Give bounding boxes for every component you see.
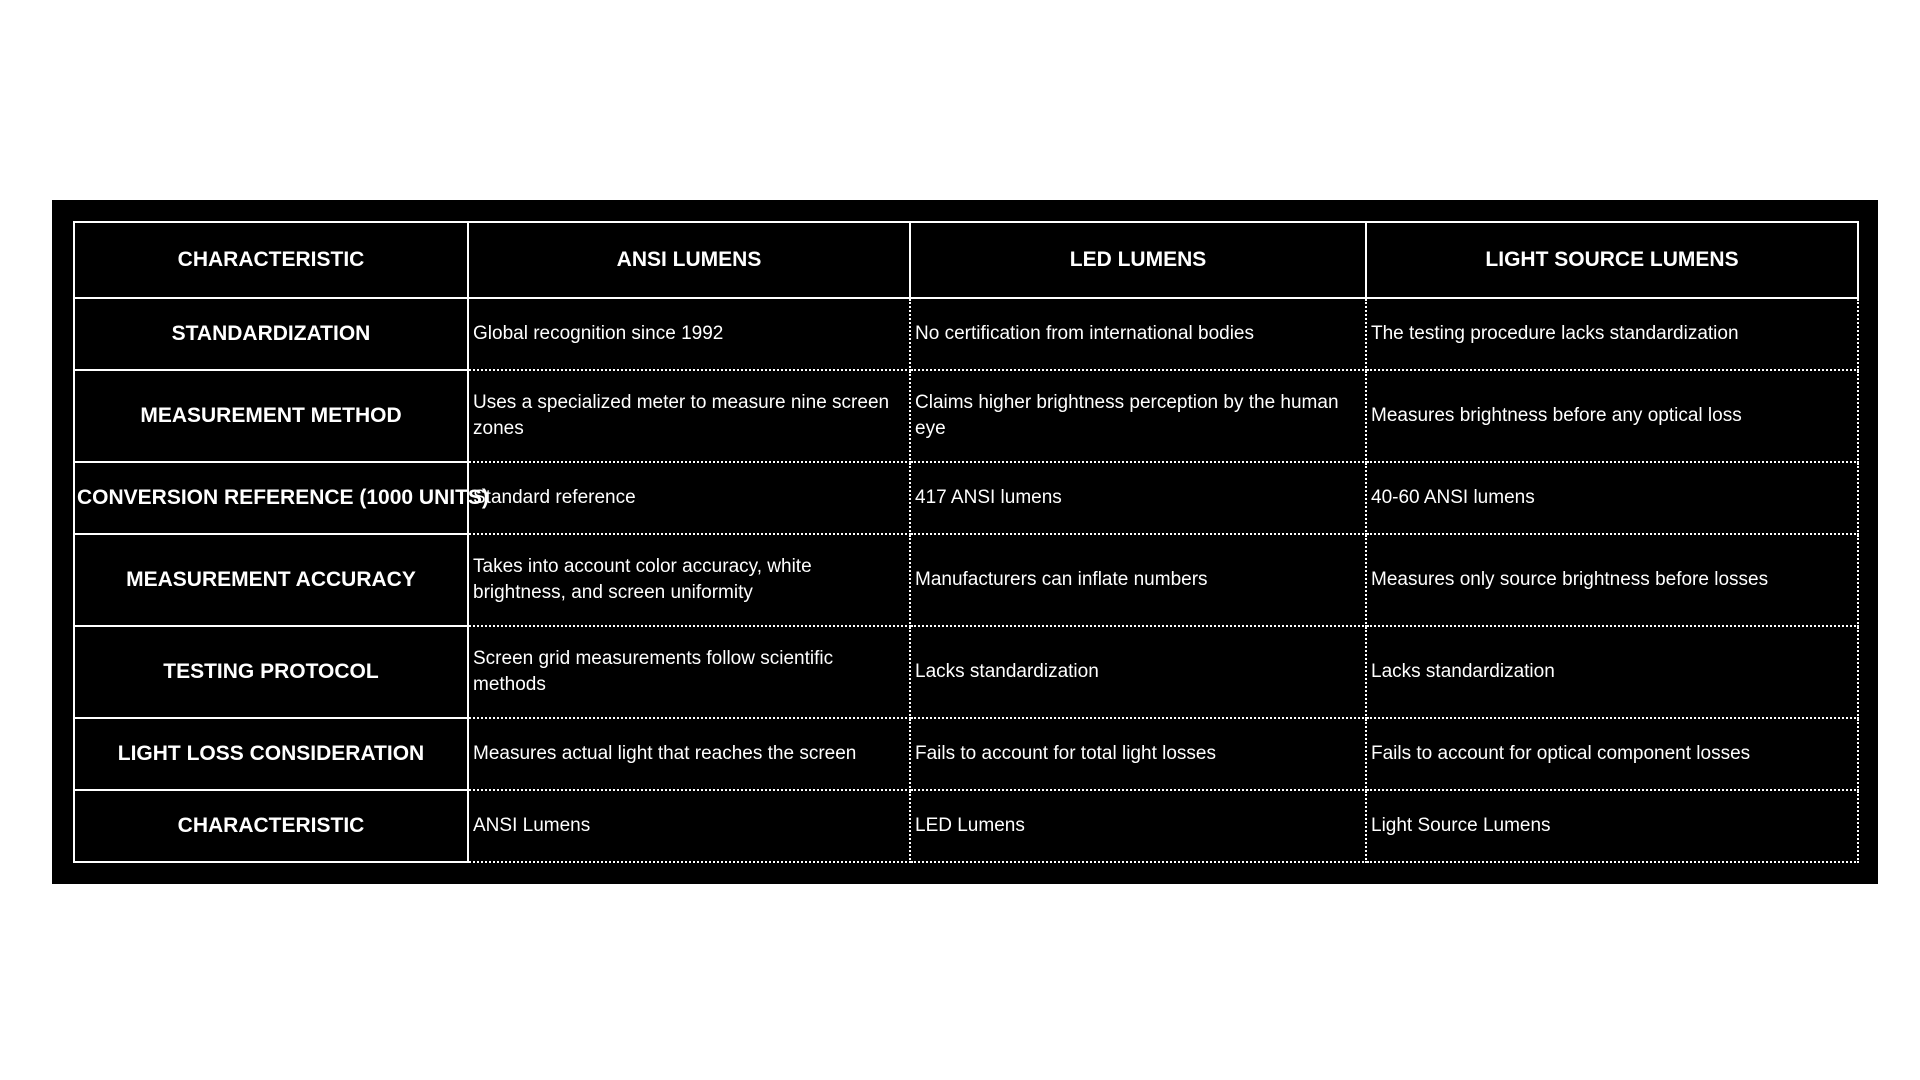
row-label: CONVERSION REFERENCE (1000 UNITS) xyxy=(74,462,468,534)
ansi-cell: Global recognition since 1992 xyxy=(468,298,910,370)
ansi-cell: Screen grid measurements follow scientific methods xyxy=(468,626,910,718)
light-source-cell: Measures brightness before any optical loss xyxy=(1366,370,1858,462)
light-source-cell: Measures only source brightness before losses xyxy=(1366,534,1858,626)
ansi-cell: Uses a specialized meter to measure nine screen zones xyxy=(468,370,910,462)
ansi-cell: Standard reference xyxy=(468,462,910,534)
table-header-row xyxy=(74,222,1858,298)
led-cell: Manufacturers can inflate numbers xyxy=(910,534,1366,626)
header-ansi-lumens: ANSI LUMENS xyxy=(468,222,910,298)
ansi-cell: Takes into account color accuracy, white brightness, and screen uniformity xyxy=(468,534,910,626)
led-cell: No certification from international bodies xyxy=(910,298,1366,370)
header-led-lumens: LED LUMENS xyxy=(910,222,1366,298)
led-cell: Lacks standardization xyxy=(910,626,1366,718)
light-source-cell: Lacks standardization xyxy=(1366,626,1858,718)
led-cell: 417 ANSI lumens xyxy=(910,462,1366,534)
row-label: TESTING PROTOCOL xyxy=(74,626,468,718)
row-label: LIGHT LOSS CONSIDERATION xyxy=(74,718,468,790)
table-row xyxy=(74,626,1858,718)
row-label: CHARACTERISTIC xyxy=(74,790,468,862)
led-cell: Fails to account for total light losses xyxy=(910,718,1366,790)
table-row xyxy=(74,462,1858,534)
header-light-source-lumens: LIGHT SOURCE LUMENS xyxy=(1366,222,1858,298)
table-row xyxy=(74,534,1858,626)
ansi-cell: ANSI Lumens xyxy=(468,790,910,862)
light-source-cell: Fails to account for optical component losses xyxy=(1366,718,1858,790)
table-row xyxy=(74,298,1858,370)
light-source-cell: 40-60 ANSI lumens xyxy=(1366,462,1858,534)
led-cell: Claims higher brightness perception by the human eye xyxy=(910,370,1366,462)
row-label: MEASUREMENT METHOD xyxy=(74,370,468,462)
ansi-cell: Measures actual light that reaches the screen xyxy=(468,718,910,790)
table-row xyxy=(74,370,1858,462)
lumens-comparison-table xyxy=(73,221,1859,863)
light-source-cell: Light Source Lumens xyxy=(1366,790,1858,862)
led-cell: LED Lumens xyxy=(910,790,1366,862)
row-label: STANDARDIZATION xyxy=(74,298,468,370)
table-row xyxy=(74,790,1858,862)
table-row xyxy=(74,718,1858,790)
header-characteristic: CHARACTERISTIC xyxy=(74,222,468,298)
light-source-cell: The testing procedure lacks standardization xyxy=(1366,298,1858,370)
row-label: MEASUREMENT ACCURACY xyxy=(74,534,468,626)
comparison-panel xyxy=(52,200,1878,884)
